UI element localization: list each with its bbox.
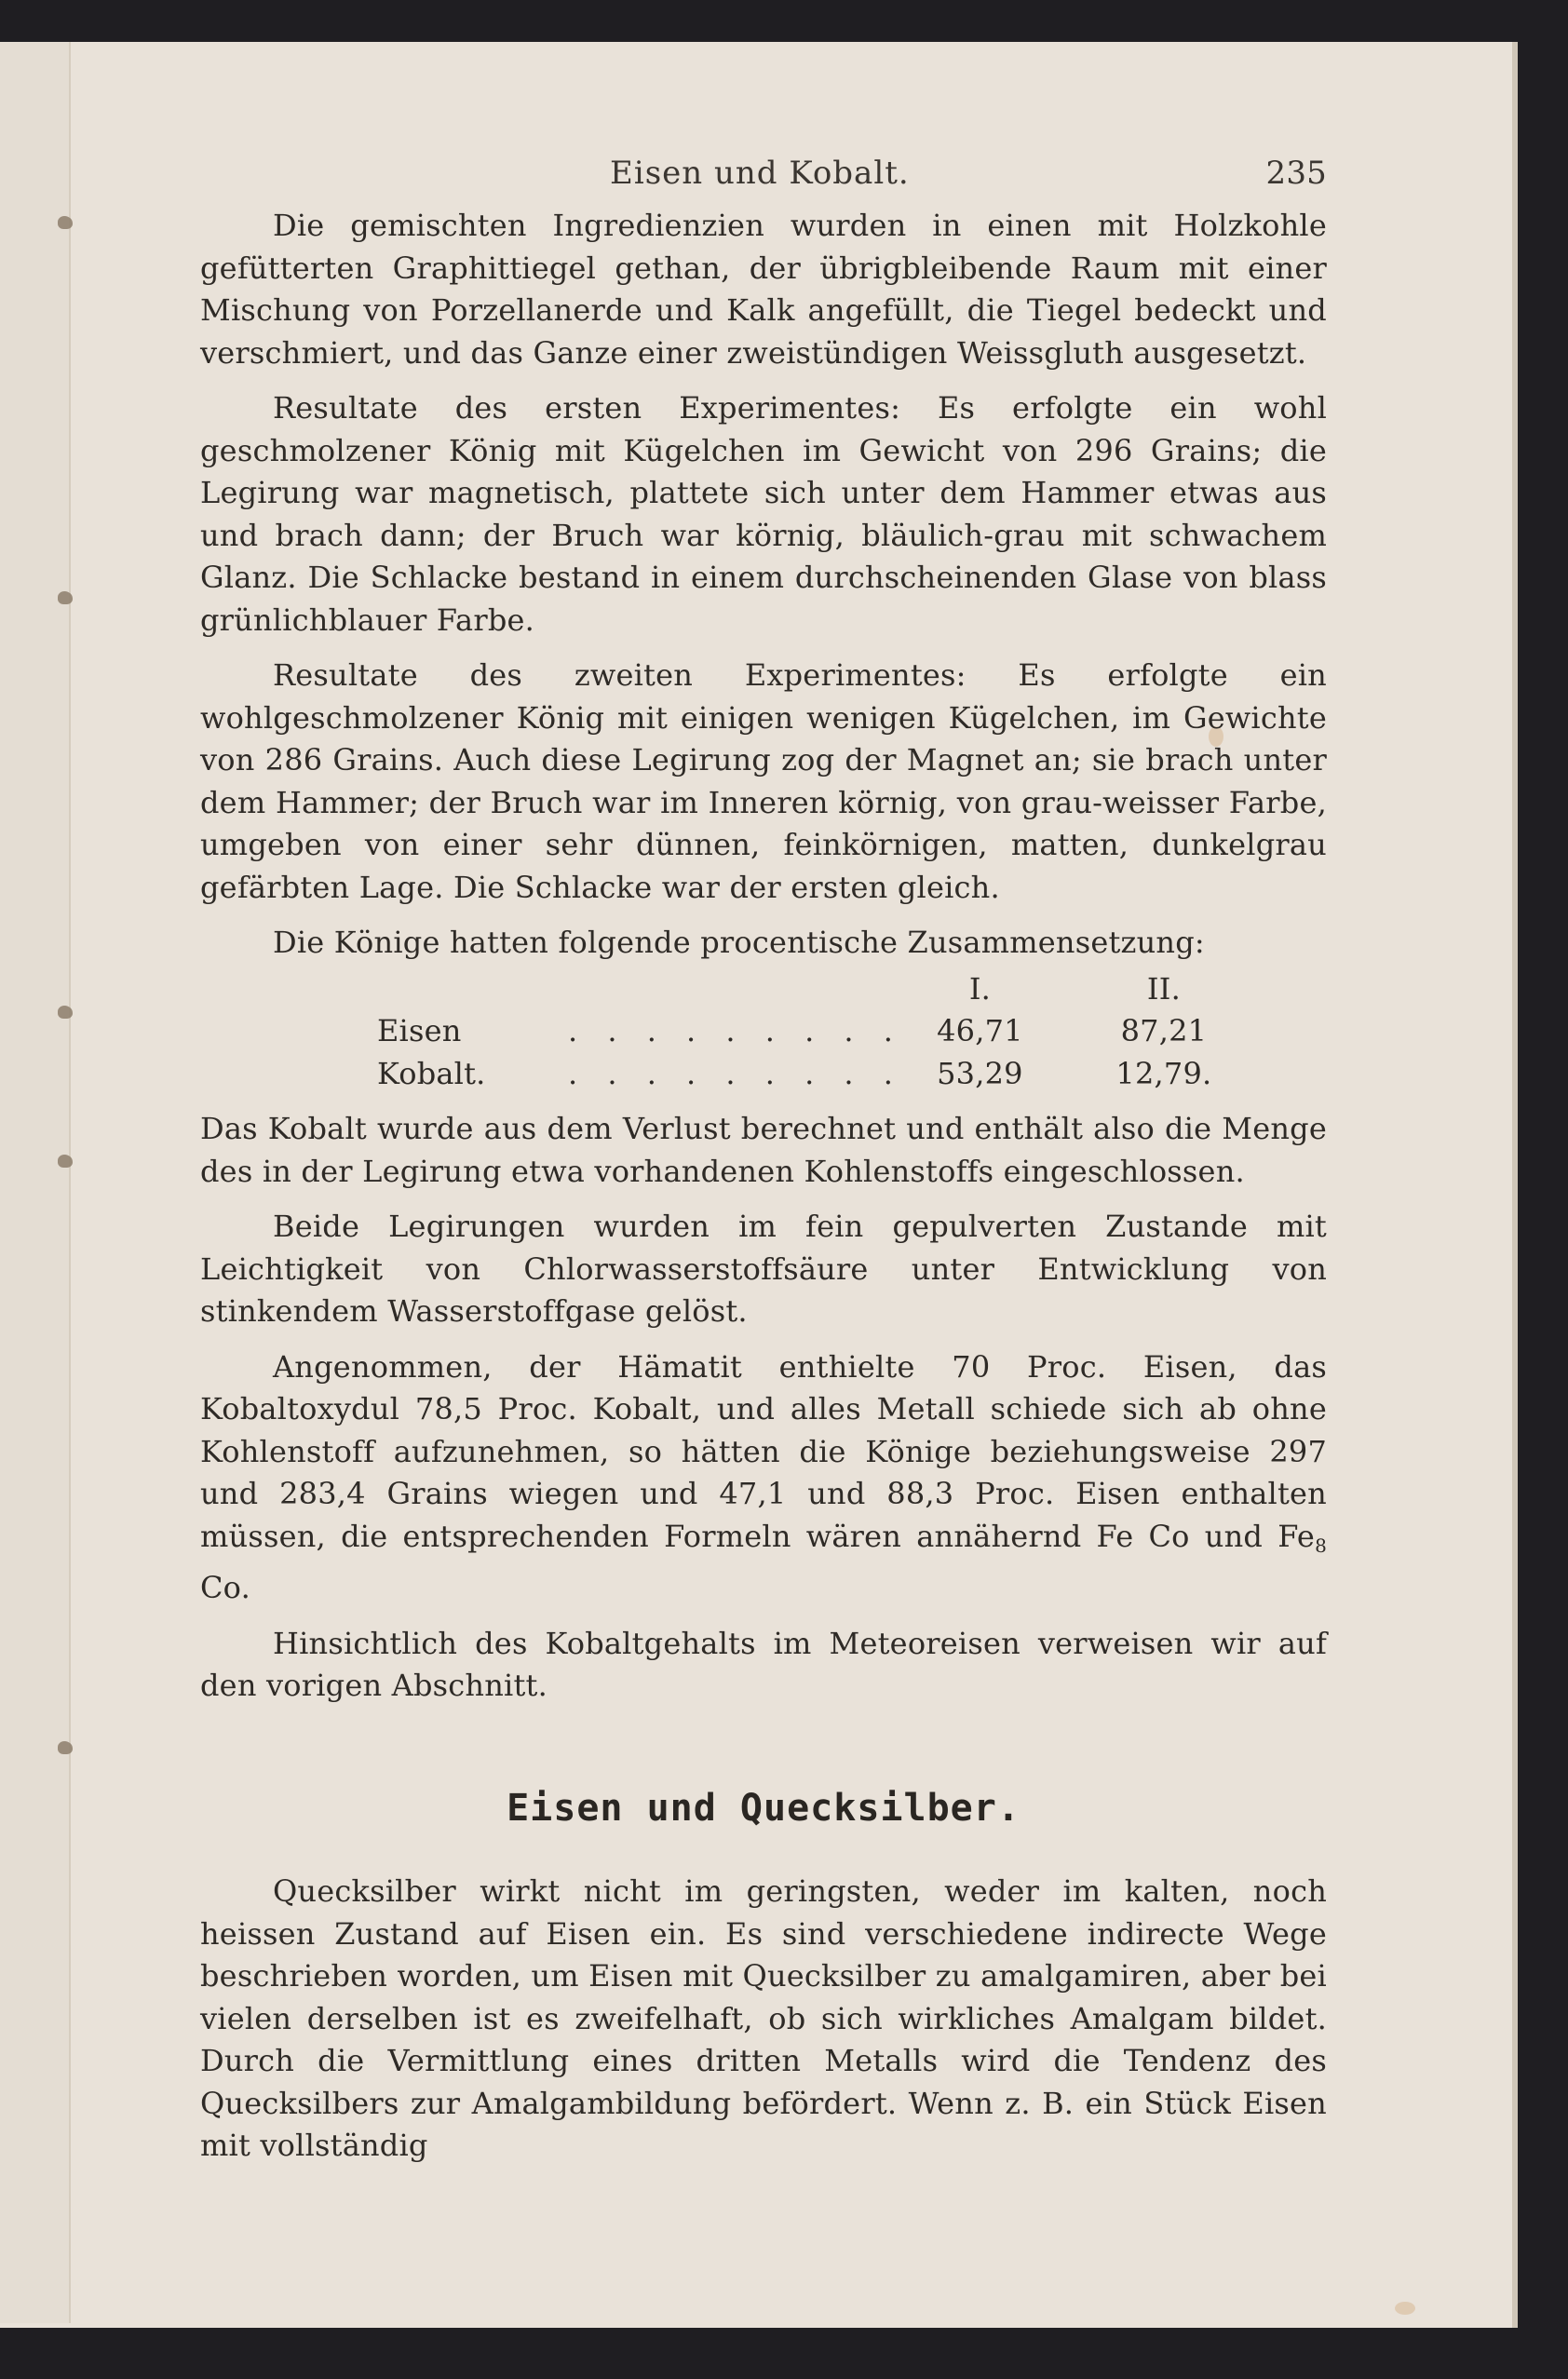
- composition-table: [200, 968, 1271, 1096]
- formula-subscript: 8: [1315, 1534, 1327, 1557]
- assumption-text: Angenommen, der Hämatit enthielte 70 Proc. Eisen, das Kobaltoxydul 78,5 Proc. Kobalt, und alles Metall schiede sich ab ohne Kohlenstoff aufzunehmen, so hätten die Könige beziehungsweise 297 und 283,4 Grains wiegen und 47,1 und 88,3 Proc. Eisen enthalten müssen, die entsprechenden Formeln wären annähernd Fe Co und Fe: [200, 1348, 1327, 1554]
- cell-value: 53,29: [937, 1055, 1023, 1091]
- column-header-1: I.: [968, 970, 992, 1007]
- cell-value: 12,79.: [1115, 1055, 1212, 1091]
- stitch-hole: [58, 1155, 73, 1168]
- table-header-row: [200, 968, 1271, 1011]
- cell-value: 87,21: [1120, 1013, 1208, 1048]
- paragraph-meteoric-iron: Hinsichtlich des Kobaltgehalts im Meteoreisen verweisen wir auf den vorigen Abschnitt.: [200, 1625, 1327, 1703]
- row-label: Eisen: [377, 1013, 462, 1048]
- binding-gutter: [0, 42, 71, 2323]
- stitch-hole: [58, 1741, 73, 1754]
- paragraph-crucible: Die gemischten Ingredienzien wurden in einen mit Holzkohle gefütterten Graphittiegel gethan, der übrigbleibende Raum mit einer Mischung von Porzellanerde und Kalk angefüllt, die Tiegel bedeckt und verschmiert, und das Ganze einer zweistündigen Weissgluth ausgesetzt.: [200, 208, 1327, 371]
- table-row: [200, 1010, 1271, 1053]
- stitch-hole: [58, 1006, 73, 1019]
- paragraph-assumption: [200, 1346, 1327, 1610]
- column-header-2: II.: [1146, 970, 1181, 1007]
- dot-leader: . . . . . . . . .: [568, 1013, 903, 1048]
- row-label: Kobalt.: [377, 1055, 486, 1091]
- dot-leader: . . . . . . . . .: [568, 1055, 903, 1091]
- paragraph-mercury: Quecksilber wirkt nicht im geringsten, weder im kalten, noch heissen Zustand auf Eisen ein. Es sind verschiedene indirecte Wege beschrieben worden, um Eisen mit Quecksilber zu amalgamiren, aber bei vielen derselben ist es zweifelhaft, ob sich wirkliches Amalgam bildet. Durch die Vermittlung eines dritten Metalls wird die Tendenz des Quecksilbers zur Amalgambildung befördert. Wenn z. B. ein Stück Eisen mit vollständig: [200, 1873, 1327, 2163]
- paragraph-cobalt-loss: Das Kobalt wurde aus dem Verlust berechnet und enthält also die Menge des in der Legirung etwa vorhandenen Kohlenstoffs eingeschlossen.: [200, 1111, 1327, 1189]
- paragraph-second-experiment: Resultate des zweiten Experimentes: Es erfolgte ein wohlgeschmolzener König mit einigen wenigen Kügelchen, im Gewichte von 286 Grains. Auch diese Legirung zog der Magnet an; sie brach unter dem Hammer; der Bruch war im Inneren körnig, von grau-weisser Farbe, umgeben von einer sehr dünnen, feinkörnigen, matten, dunkelgrau gefärbten Lage. Die Schlacke war der ersten gleich.: [200, 657, 1327, 905]
- page-text: [200, 151, 1327, 2181]
- cell-value: 46,71: [937, 1013, 1023, 1048]
- page-number: 235: [1265, 155, 1327, 192]
- paragraph-table-intro: Die Könige hatten folgende procentische Zusammensetzung:: [273, 925, 1205, 960]
- running-head-title: Eisen und Kobalt.: [610, 155, 910, 192]
- assumption-tail: Co.: [200, 1570, 250, 1605]
- running-head: [200, 151, 1327, 205]
- stitch-hole: [58, 591, 73, 604]
- foxing-stain: [1395, 2302, 1415, 2315]
- paragraph-first-experiment: Resultate des ersten Experimentes: Es erfolgte ein wohl geschmolzener König mit Kügelchen im Gewicht von 296 Grains; die Legirung war magnetisch, plattete sich unter dem Hammer etwas aus und brach dann; der Bruch war körnig, bläulich-grau mit schwachem Glanz. Die Schlacke bestand in einem durchscheinenden Glase von blass grünlichblauer Farbe.: [200, 390, 1327, 638]
- paragraph-dissolution: Beide Legirungen wurden im fein gepulverten Zustande mit Leichtigkeit von Chlorwasserstoffsäure unter Entwicklung von stinkendem Wasserstoffgase gelöst.: [200, 1209, 1327, 1329]
- section-heading: Eisen und Quecksilber.: [507, 1786, 1021, 1830]
- table-row: [200, 1053, 1271, 1096]
- stitch-hole: [58, 216, 73, 229]
